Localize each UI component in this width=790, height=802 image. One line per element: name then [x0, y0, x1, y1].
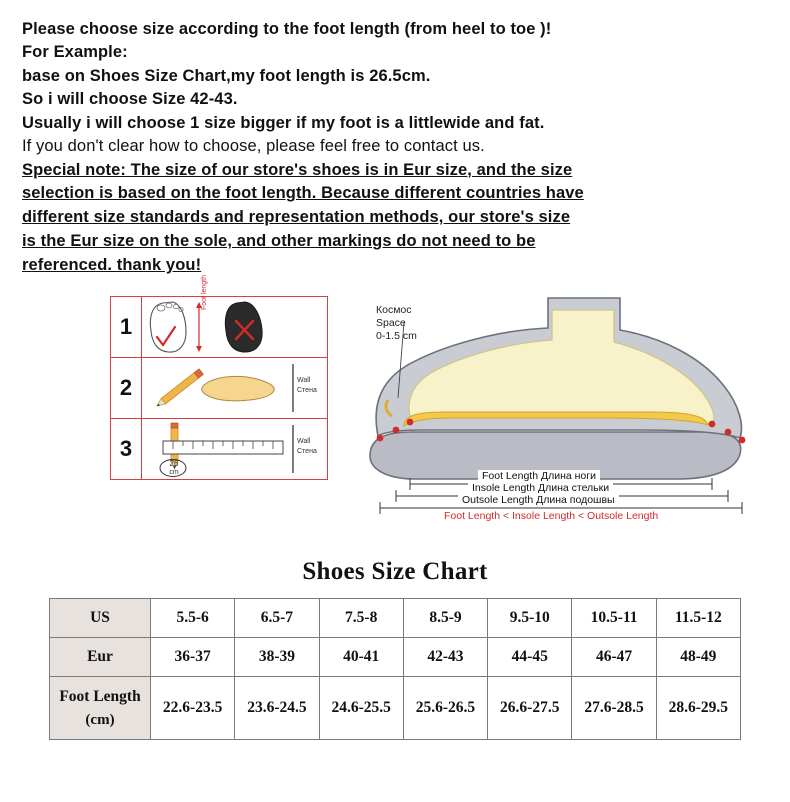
toe-space-value: 0-1.5 cm [376, 330, 417, 343]
foot-length-dim-label: Foot Length Длина ноги [478, 470, 600, 482]
wall-label-ru-2: Стена [297, 387, 317, 395]
intro-line-4: So i will choose Size 42-43. [22, 90, 238, 109]
foot-length-vertical-label: Foot length [201, 275, 208, 311]
step-2-illustration [141, 358, 327, 418]
intro-line-5: Usually i will choose 1 size bigger if my foot is a littlewide and fat. [22, 113, 545, 132]
step-1-illustration [141, 275, 327, 357]
step-1-number: 1 [111, 297, 142, 357]
foot-length-cell-3: 24.6-25.5 [319, 677, 403, 740]
intro-line-3: base on Shoes Size Chart,my foot length is 26.5cm. [22, 66, 431, 85]
eur-cell-3: 40-41 [319, 638, 403, 677]
row-header-foot-length-unit: (cm) [85, 711, 115, 728]
special-note-line-1: Special note: The size of our store's shoes is in Eur size, and the size [22, 160, 573, 179]
foot-length-cell-7: 28.6-29.5 [656, 677, 740, 740]
illustration-area [22, 275, 768, 556]
intro-text [22, 18, 768, 278]
measure-unit: cm [169, 469, 179, 477]
measuring-step-1 [110, 275, 328, 358]
wall-label-ru-3: Стена [297, 448, 317, 456]
row-header-foot-length-text: Foot Length [59, 688, 141, 706]
special-note [22, 159, 768, 279]
toe-space-label-en: Space [376, 317, 406, 330]
table-row [50, 599, 741, 638]
special-note-line-2: selection is based on the foot length. Because different countries have [22, 184, 584, 203]
special-note-line-4: is the Eur size on the sole, and other markings do not need to be [22, 232, 536, 251]
us-cell-4: 8.5-9 [403, 599, 487, 638]
eur-cell-6: 46-47 [572, 638, 656, 677]
table-row [50, 638, 741, 677]
wall-label-en-3: Wall [297, 438, 311, 446]
us-cell-6: 10.5-11 [572, 599, 656, 638]
special-note-line-5: referenced. thank you! [22, 256, 202, 275]
shoe-cross-section-diagram [352, 286, 772, 554]
toe-space-label [376, 304, 417, 343]
eur-cell-7: 48-49 [656, 638, 740, 677]
intro-line-2: For Example: [22, 43, 128, 62]
wall-label-en-2: Wall [297, 377, 311, 385]
row-header-eur: Eur [50, 638, 151, 677]
table-row [50, 677, 741, 740]
measuring-step-3 [110, 418, 328, 480]
step-3-number: 3 [111, 419, 142, 479]
step-3-illustration [141, 419, 327, 479]
row-header-us: US [50, 599, 151, 638]
special-note-line-3: different size standards and representation methods, our store's size [22, 208, 571, 227]
foot-length-cell-5: 26.6-27.5 [488, 677, 572, 740]
foot-length-cell-6: 27.6-28.5 [572, 677, 656, 740]
measure-value: 26 [169, 459, 179, 469]
foot-length-cell-1: 22.6-23.5 [151, 677, 235, 740]
length-relation-label: Foot Length < Insole Length < Outsole Length [444, 510, 659, 523]
step-2-number: 2 [111, 358, 142, 418]
insole-length-dim-label: Insole Length Длина стельки [468, 482, 613, 494]
measuring-step-2 [110, 357, 328, 419]
us-cell-5: 9.5-10 [488, 599, 572, 638]
eur-cell-4: 42-43 [403, 638, 487, 677]
outsole-length-dim-label: Outsole Length Длина подошвы [458, 494, 619, 506]
measuring-steps [110, 275, 328, 479]
size-chart-table [49, 598, 741, 740]
row-header-foot-length [50, 677, 151, 740]
us-cell-1: 5.5-6 [151, 599, 235, 638]
foot-length-cell-2: 23.6-24.5 [235, 677, 319, 740]
us-cell-7: 11.5-12 [656, 599, 740, 638]
us-cell-2: 6.5-7 [235, 599, 319, 638]
toe-space-label-ru: Космос [376, 304, 412, 317]
intro-line-1: Please choose size according to the foot length (from heel to toe )! [22, 20, 552, 38]
foot-length-cell-4: 25.6-26.5 [403, 677, 487, 740]
eur-cell-1: 36-37 [151, 638, 235, 677]
size-chart-title: Shoes Size Chart [302, 558, 488, 586]
eur-cell-5: 44-45 [488, 638, 572, 677]
eur-cell-2: 38-39 [235, 638, 319, 677]
intro-line-6: If you don't clear how to choose, please feel free to contact us. [22, 137, 485, 156]
foot-insole-icon [141, 297, 327, 357]
us-cell-3: 7.5-8 [319, 599, 403, 638]
